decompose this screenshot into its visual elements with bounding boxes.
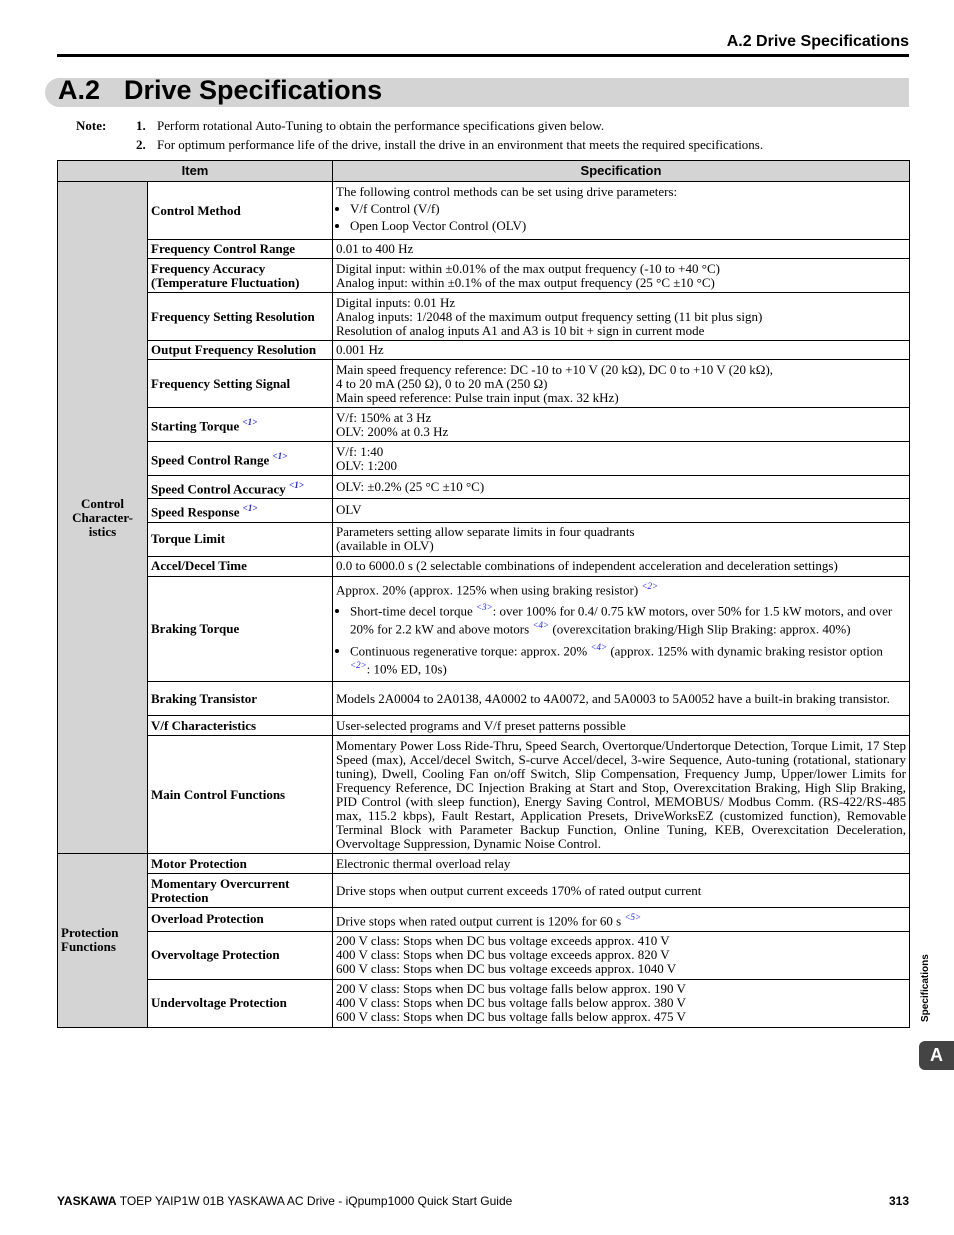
spec-line: Digital input: within ±0.01% of the max output frequency (-10 to +40 °C) [336,260,720,276]
note-text-1: Perform rotational Auto-Tuning to obtain the performance specifications given below. [157,118,605,133]
table-row [58,182,910,240]
table-row [58,293,910,341]
table-row [58,854,910,874]
note-text-2: For optimum performance life of the drive, install the drive in an environment that meets the required specifications. [157,137,764,152]
spec-cell [333,408,910,442]
spec-line: (available in OLV) [336,538,434,554]
item-cell: Frequency Control Range [148,240,333,259]
table-row [58,499,910,522]
spec-cell [333,908,910,931]
item-cell [148,476,333,499]
spec-line [336,579,906,597]
section-number: A.2 [58,75,101,105]
spec-cell: 0.001 Hz [333,341,910,360]
spec-cell [333,931,910,979]
spec-cell: OLV: ±0.2% (25 °C ±10 °C) [333,476,910,499]
footnote-ref-link[interactable]: <4> [532,620,550,631]
item-cell: Overvoltage Protection [148,931,333,979]
spec-cell: Drive stops when output current exceeds 170% of rated output current [333,874,910,908]
item-cell: Torque Limit [148,522,333,556]
spec-cell: Momentary Power Loss Ride-Thru, Speed Search, Overtorque/Undertorque Detection, Torque Limit, 17 Step Speed (max), Accel/decel Switch, S-curve Accel/decel, 3-wire Sequence, Auto-tuning (rotational, stationary tuning), Dwell, Cooling Fan on/off Switch, Slip Compensation, Frequency Jump, Upper/lower Limits for Frequency Reference, DC Injection Braking at Start and Stop, Overexcitation Braking, High Slip Braking, PID Control (with sleep function), Energy Saving Control, MEMOBUS/ Modbus Comm. (RS-422/RS-485 max, 115.2 kbps), Fault Restart, Application Presets, DriveWorksEZ (customized function), Removable Terminal Block with Parameter Backup Function, Online Tuning, KEB, Overexcitation Deceleration, Overvoltage Suppression, Dynamic Noise Control. [333,736,910,854]
note-label: Note: [76,118,107,133]
table-row [58,360,910,408]
col-header-spec: Specification [333,161,910,182]
footer-brand: YASKAWA [57,1194,117,1208]
footnote-ref-link[interactable]: <1> [242,417,258,428]
spec-cell: 0.01 to 400 Hz [333,240,910,259]
item-label: Speed Control Accuracy [151,481,286,497]
side-section-label: Specifications [920,954,931,1022]
footnote-ref-link[interactable]: <4> [590,641,608,652]
spec-cell: Models 2A0004 to 2A0138, 4A0002 to 4A0072, and 5A0003 to 5A0052 have a built-in braking transistor. [333,682,910,716]
spec-text: Drive stops when rated output current is 120% for 60 s [336,913,622,929]
spec-line: Analog input: within ±0.1% of the max output frequency (25 °C ±10 °C) [336,274,715,290]
item-cell: Frequency Setting Signal [148,360,333,408]
item-cell [148,442,333,476]
list-item [350,640,906,677]
spec-line: V/f: 1:40 [336,443,384,459]
table-header-row [58,161,910,182]
table-row [58,576,910,682]
bullet-list [336,600,906,676]
spec-cell [333,442,910,476]
spec-text: Short-time decel torque [350,603,473,619]
spec-line: Digital inputs: 0.01 Hz [336,294,456,310]
item-label: Speed Response [151,504,240,520]
spec-line: Analog inputs: 1/2048 of the maximum output frequency setting (11 bit plus sign) [336,308,763,324]
spec-cell [333,979,910,1027]
table-row [58,736,910,854]
item-cell: Output Frequency Resolution [148,341,333,360]
col-header-item: Item [58,161,333,182]
table-row [58,476,910,499]
category-control: Control Character-istics [58,182,148,854]
spec-line: 400 V class: Stops when DC bus voltage falls below approx. 380 V [336,995,686,1011]
category-protection: Protection Functions [58,854,148,1027]
list-item: • V/f Control (V/f) [350,202,906,216]
footnote-ref-link[interactable]: <1> [272,451,288,462]
item-cell: Frequency Accuracy (Temperature Fluctuation) [148,259,333,293]
footnote-ref-link[interactable]: <1> [242,503,258,514]
table-row [58,908,910,931]
table-row [58,408,910,442]
footer [57,1194,512,1208]
bullet-list [336,202,906,233]
table-row [58,522,910,556]
side-section-tab[interactable]: A [919,1041,954,1070]
footnote-ref-link[interactable]: <3> [476,601,493,612]
item-cell: Braking Transistor [148,682,333,716]
table-row [58,240,910,259]
footnote-ref-link[interactable]: <2> [641,580,659,591]
spec-line: Main speed frequency reference: DC -10 to +10 V (20 kΩ), DC 0 to +10 V (20 kΩ), [336,361,774,377]
item-cell: Accel/Decel Time [148,556,333,576]
spec-text: (overexcitation braking/High Slip Braking: approx. 40%) [552,621,851,637]
footnote-ref-link[interactable]: <2> [350,659,367,670]
spec-table [57,160,910,1028]
item-cell: Overload Protection [148,908,333,931]
item-cell: Frequency Setting Resolution [148,293,333,341]
section-heading [58,75,382,106]
list-item [350,600,906,637]
spec-line: OLV: 200% at 0.3 Hz [336,423,449,439]
table-row [58,979,910,1027]
spec-text: Approx. 20% (approx. 125% when using braking resistor) [336,581,639,597]
spec-text: : over 100% for 0.4/ 0.75 kW motors, over 50% for 1.5 kW motors, and over 20% for 2.2 kW and above motors [350,603,893,637]
spec-line: Parameters setting allow separate limits in four quadrants [336,524,635,540]
table-row [58,442,910,476]
spec-cell [333,182,910,240]
footnote-ref-link[interactable]: <5> [624,912,642,923]
note-number-1: 1. [136,118,146,133]
spec-cell [333,360,910,408]
spec-cell [333,293,910,341]
spec-line: The following control methods can be set using drive parameters: [336,184,678,199]
table-row [58,931,910,979]
spec-line: 600 V class: Stops when DC bus voltage falls below approx. 475 V [336,1009,686,1025]
item-cell: Main Control Functions [148,736,333,854]
item-label: Starting Torque [151,418,240,434]
spec-cell: 0.0 to 6000.0 s (2 selectable combinations of independent acceleration and deceleration settings) [333,556,910,576]
item-cell: Motor Protection [148,854,333,874]
spec-cell: OLV [333,499,910,522]
table-row [58,556,910,576]
spec-cell [333,576,910,682]
spec-text: : 10% ED, 10s) [366,661,447,677]
table-row [58,682,910,716]
item-label: Speed Control Range [151,452,270,468]
item-cell: Momentary Overcurrent Protection [148,874,333,908]
table-row [58,341,910,360]
footnote-ref-link[interactable]: <1> [289,480,304,490]
spec-line: Main speed reference: Pulse train input (max. 32 kHz) [336,389,619,405]
spec-cell: User-selected programs and V/f preset patterns possible [333,716,910,736]
spec-line: Resolution of analog inputs A1 and A3 is 10 bit + sign in current mode [336,322,705,338]
item-cell: Control Method [148,182,333,240]
spec-cell [333,522,910,556]
note-number-2: 2. [136,137,146,152]
footer-doc-title: TOEP YAIP1W 01B YASKAWA AC Drive - iQpump1000 Quick Start Guide [119,1194,513,1208]
spec-line: V/f: 150% at 3 Hz [336,409,432,425]
item-cell: Braking Torque [148,576,333,682]
spec-cell: Electronic thermal overload relay [333,854,910,874]
table-row [58,874,910,908]
item-cell [148,499,333,522]
item-cell [148,408,333,442]
table-row [58,716,910,736]
item-cell: V/f Characteristics [148,716,333,736]
table-row [58,259,910,293]
section-title: Drive Specifications [124,75,383,105]
spec-line: 600 V class: Stops when DC bus voltage exceeds approx. 1040 V [336,961,677,977]
spec-cell [333,259,910,293]
spec-text: (approx. 125% with dynamic braking resistor option [610,642,883,658]
spec-text: Continuous regenerative torque: approx. 20% [350,642,588,658]
spec-line: 200 V class: Stops when DC bus voltage exceeds approx. 410 V [336,933,670,949]
list-item: • Open Loop Vector Control (OLV) [350,219,906,233]
spec-line: OLV: 1:200 [336,457,398,473]
header-rule [57,54,909,57]
item-cell: Undervoltage Protection [148,979,333,1027]
page-number: 313 [888,1194,909,1208]
spec-line: 200 V class: Stops when DC bus voltage falls below approx. 190 V [336,981,686,997]
spec-line: 4 to 20 mA (250 Ω), 0 to 20 mA (250 Ω) [336,375,548,391]
spec-line: 400 V class: Stops when DC bus voltage exceeds approx. 820 V [336,947,670,963]
running-header: A.2 Drive Specifications [726,33,909,50]
